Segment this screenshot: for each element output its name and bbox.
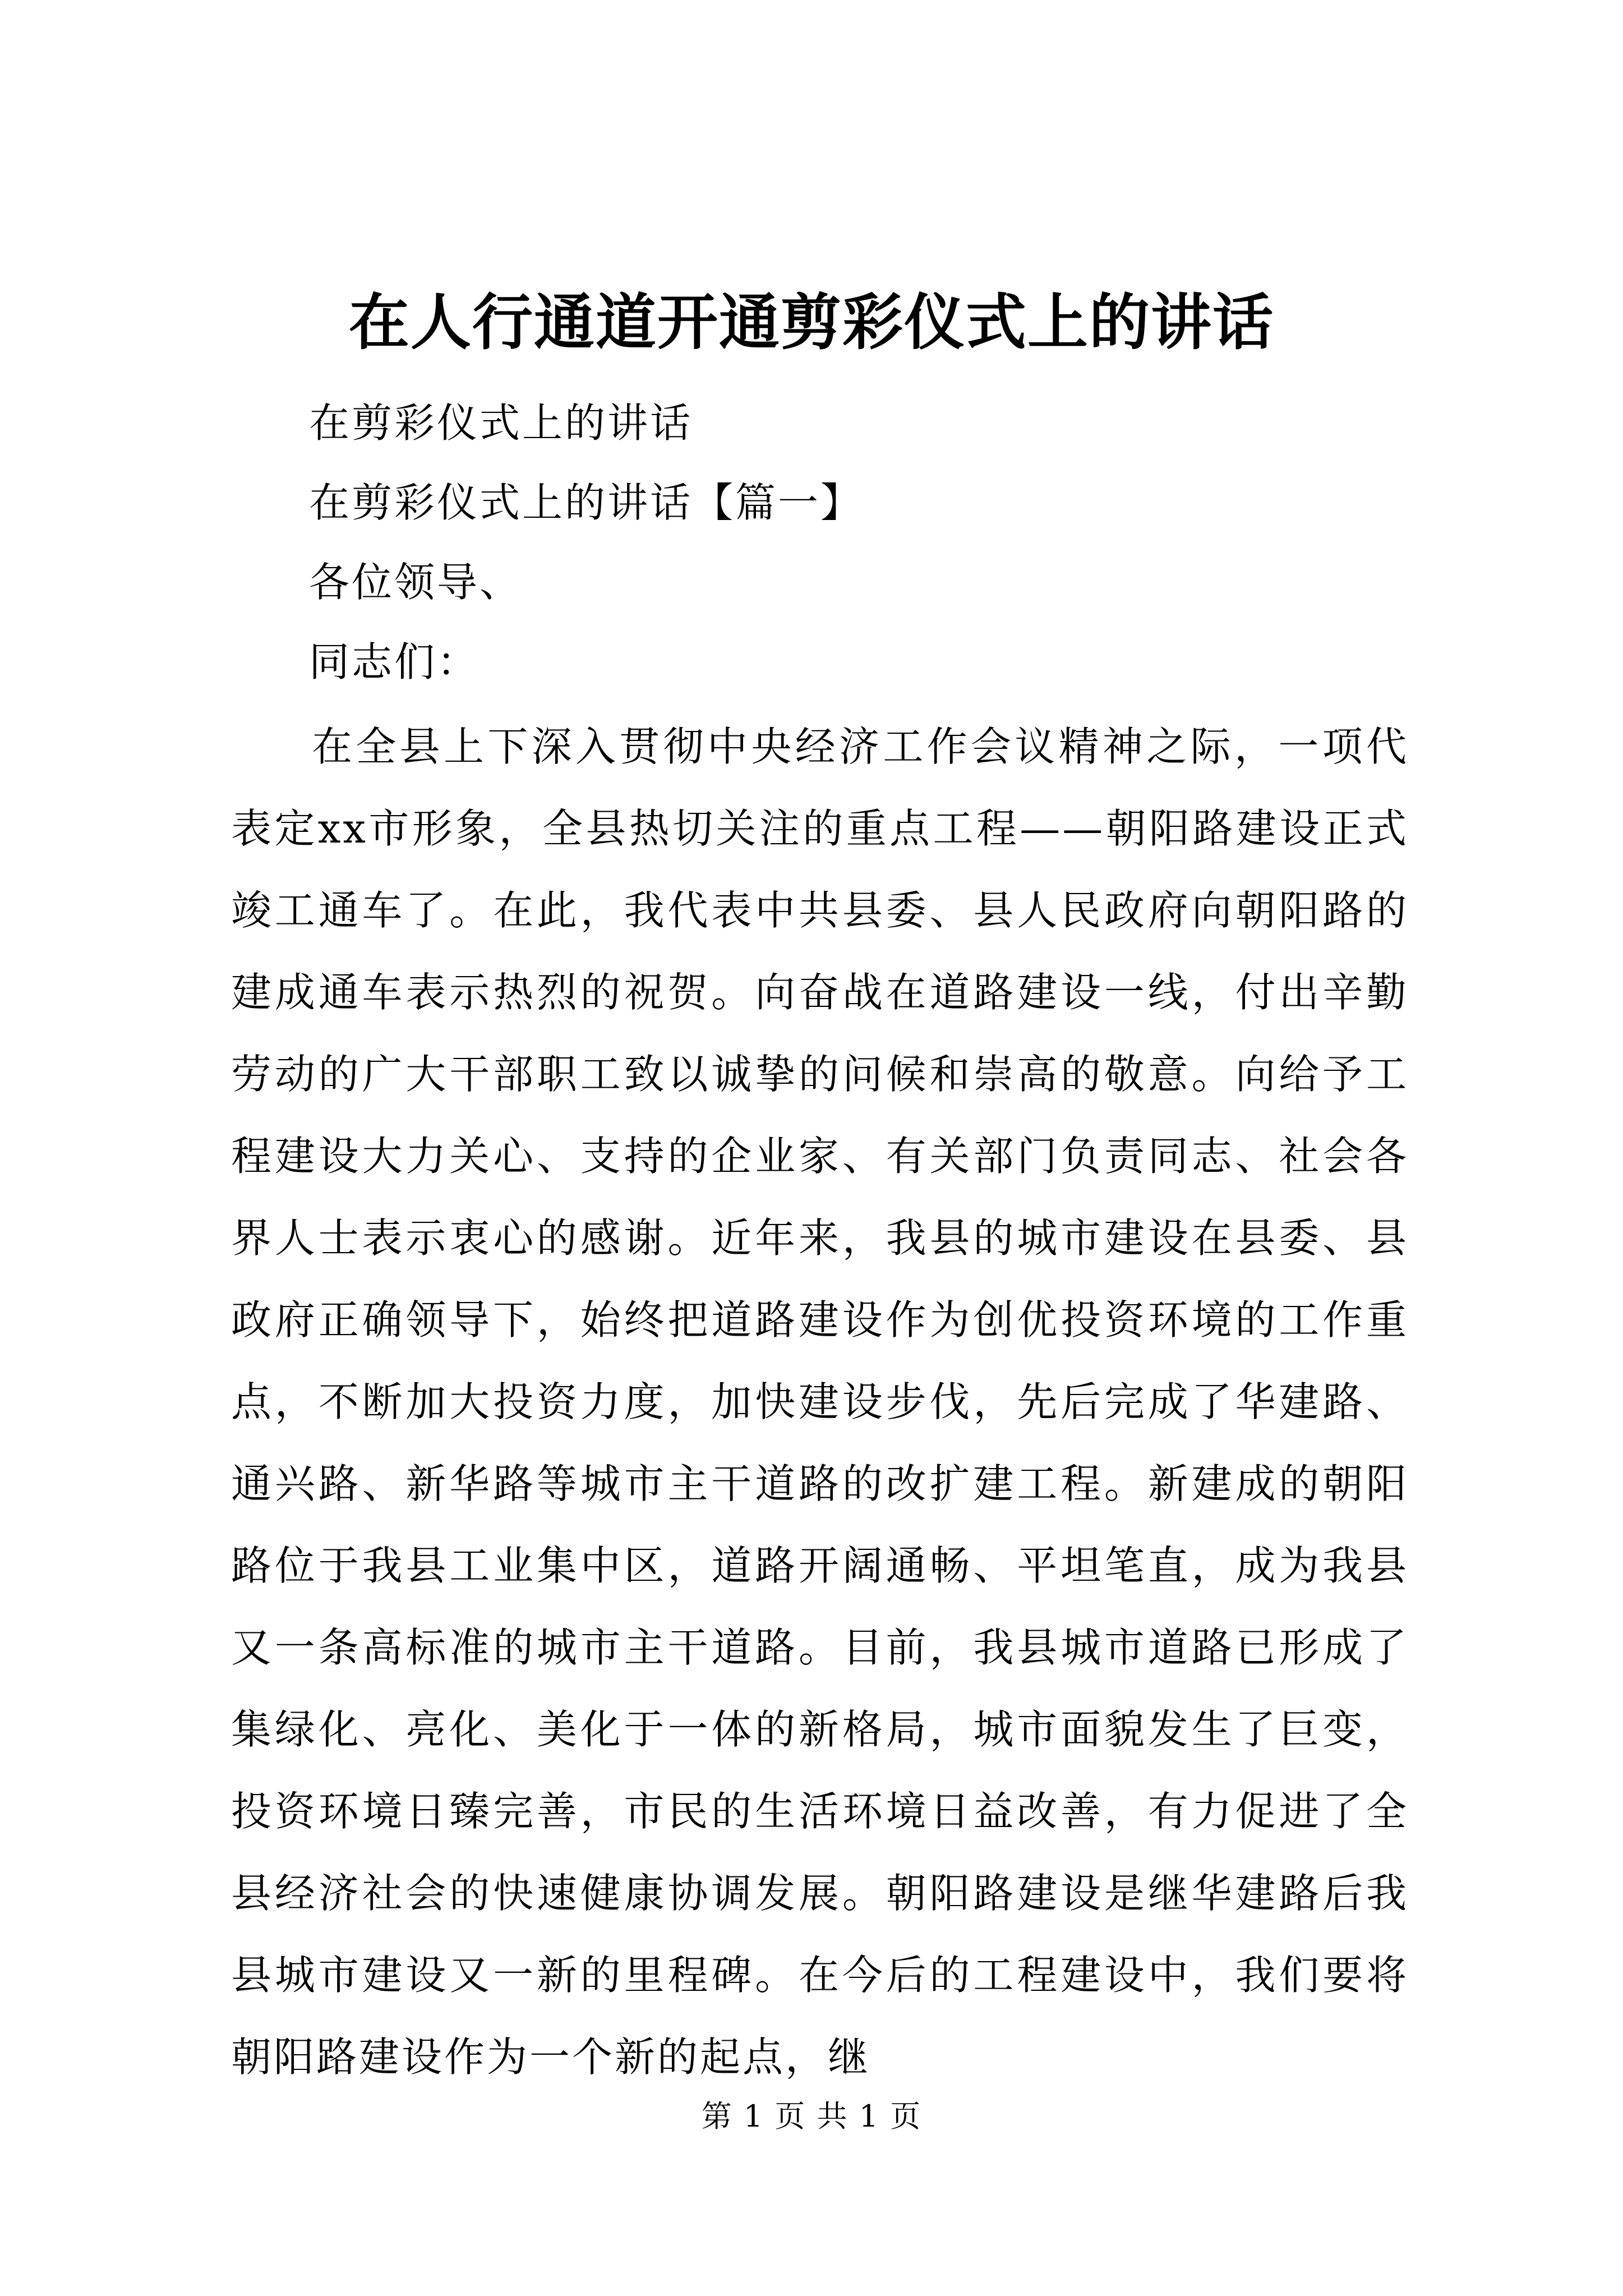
salutation-leaders: 各位领导、 [309, 559, 523, 606]
section-heading: 在剪彩仪式上的讲话【篇一】 [309, 479, 864, 526]
page-title: 在人行通道开通剪彩仪式上的讲话 [348, 287, 1274, 358]
page-number-footer: 第 1 页 共 1 页 [701, 2099, 922, 2134]
body-paragraph: 在全县上下深入贯彻中央经济工作会议精神之际，一项代表定xx市形象，全县热切关注的重点工程——朝阳路建设正式竣工通车了。在此，我代表中共县委、县人民政府向朝阳路的建成通车表示热烈的祝贺。向奋战在道路建设一线，付出辛勤劳动的广大干部职工致以诚挚的问候和崇高的敬意。向给予工程建设大力关心、支持的企业家、有关部门负责同志、社会各界人士表示衷心的感谢。近年来，我县的城市建设在县委、县政府正确领导下，始终把道路建设作为创优投资环境的工作重点，不断加大投资力度，加快建设步伐，先后完成了华建路、通兴路、新华路等城市主干道路的改扩建工程。新建成的朝阳路位于我县工业集中区，道路开阔通畅、平坦笔直，成为我县又一条高标准的城市主干道路。目前，我县城市道路已形成了集绿化、亮化、美化于一体的新格局，城市面貌发生了巨变，投资环境日臻完善，市民的生活环境日益改善，有力促进了全县经济社会的快速健康协调发展。朝阳路建设是继华建路后我县城市建设又一新的里程碑。在今后的工程建设中，我们要将朝阳路建设作为一个新的起点，继 [231, 723, 1409, 2081]
salutation-comrades: 同志们： [309, 638, 480, 685]
document-subtitle: 在剪彩仪式上的讲话 [309, 399, 693, 447]
